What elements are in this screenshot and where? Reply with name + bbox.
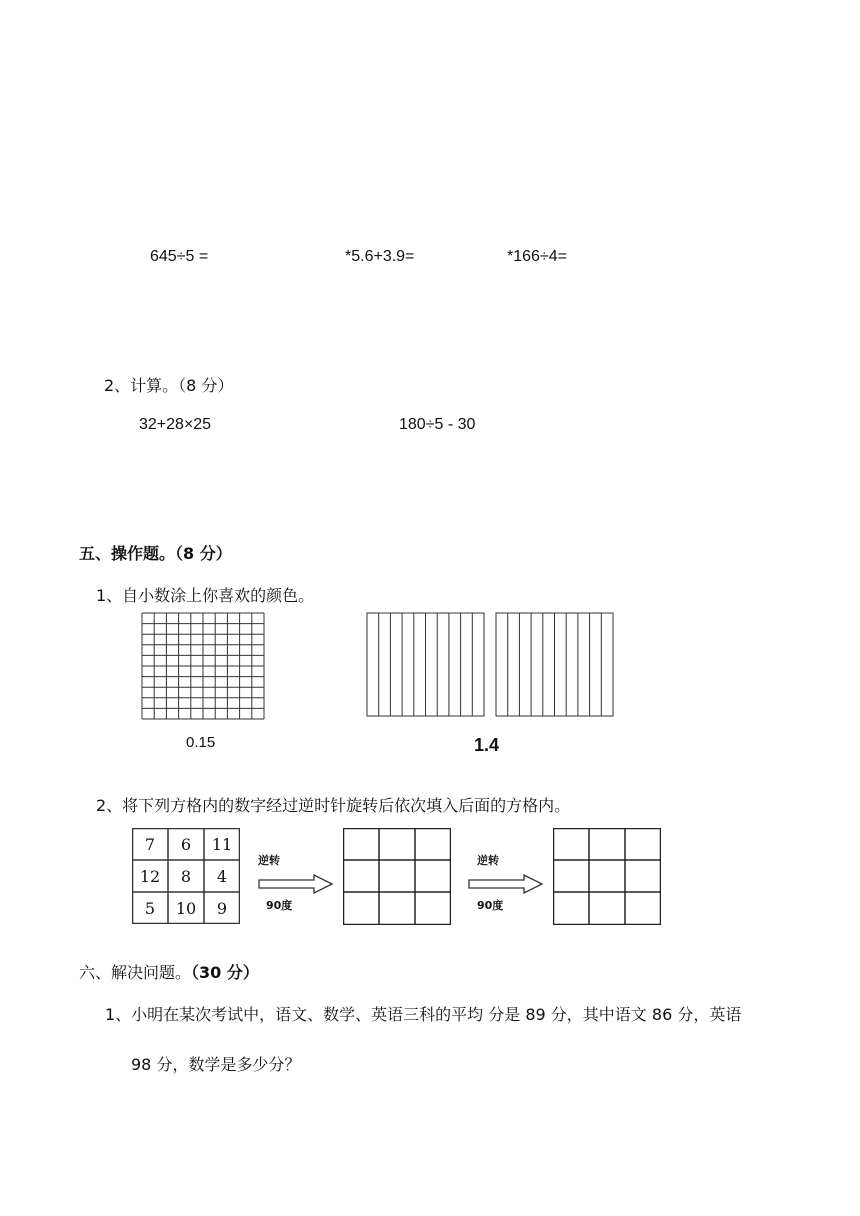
section-5-question-1: 1、自小数涂上你喜欢的颜色。 [96, 586, 315, 605]
section-6-heading-score: （30 分） [191, 963, 259, 982]
grid-cell: 10 [175, 898, 197, 918]
expression-5: 180÷5 - 30 [399, 416, 476, 433]
section-5-question-2: 2、将下列方格内的数字经过逆时针旋转后依次填入后面的方格内。 [96, 796, 571, 815]
right-arrow-icon [468, 874, 544, 894]
strips-value-label: 1.4 [474, 735, 500, 755]
grid-cell: 7 [144, 834, 156, 854]
expression-1: 645÷5 = [150, 248, 209, 265]
section-6-heading-text: 六、解决问题。 [79, 963, 192, 982]
tenth-strips [366, 612, 616, 718]
grid-cell: 9 [216, 898, 228, 918]
hundred-grid [141, 612, 265, 720]
section-5-heading [79, 541, 232, 564]
arrow-2-top-label: 逆转 [477, 854, 499, 867]
question-2-title: 2、计算。（8 分） [104, 376, 234, 395]
expression-4: 32+28×25 [139, 416, 212, 433]
grid-cell: 12 [139, 866, 161, 886]
grid-cell: 8 [180, 866, 192, 886]
right-arrow-icon [258, 874, 334, 894]
grid-cell: 5 [144, 898, 156, 918]
grid-value-label: 0.15 [186, 734, 216, 751]
expression-2: *5.6+3.9= [345, 248, 415, 265]
section-5-heading-score: （8 分） [175, 544, 232, 563]
arrow-2-bottom-label: 90度 [477, 899, 504, 912]
number-grid [132, 828, 240, 924]
grid-cell: 6 [180, 834, 192, 854]
section-5-heading-text: 五、操作题。 [79, 544, 176, 563]
arrow-1-top-label: 逆转 [258, 854, 280, 867]
section-6-question-1-line-2: 98 分，数学是多少分？ [131, 1055, 301, 1074]
empty-grid-2 [553, 828, 661, 925]
section-6-heading [79, 960, 259, 983]
grid-cell: 4 [216, 866, 228, 886]
empty-grid-1 [343, 828, 451, 925]
arrow-1-bottom-label: 90度 [266, 899, 293, 912]
section-6-question-1-line-1: 1、小明在某次考试中，语文、数学、英语三科的平均 分是 89 分，其中语文 86 分，英语 [105, 1005, 742, 1024]
grid-cell: 11 [211, 834, 233, 854]
expression-3: *166÷4= [507, 248, 567, 265]
